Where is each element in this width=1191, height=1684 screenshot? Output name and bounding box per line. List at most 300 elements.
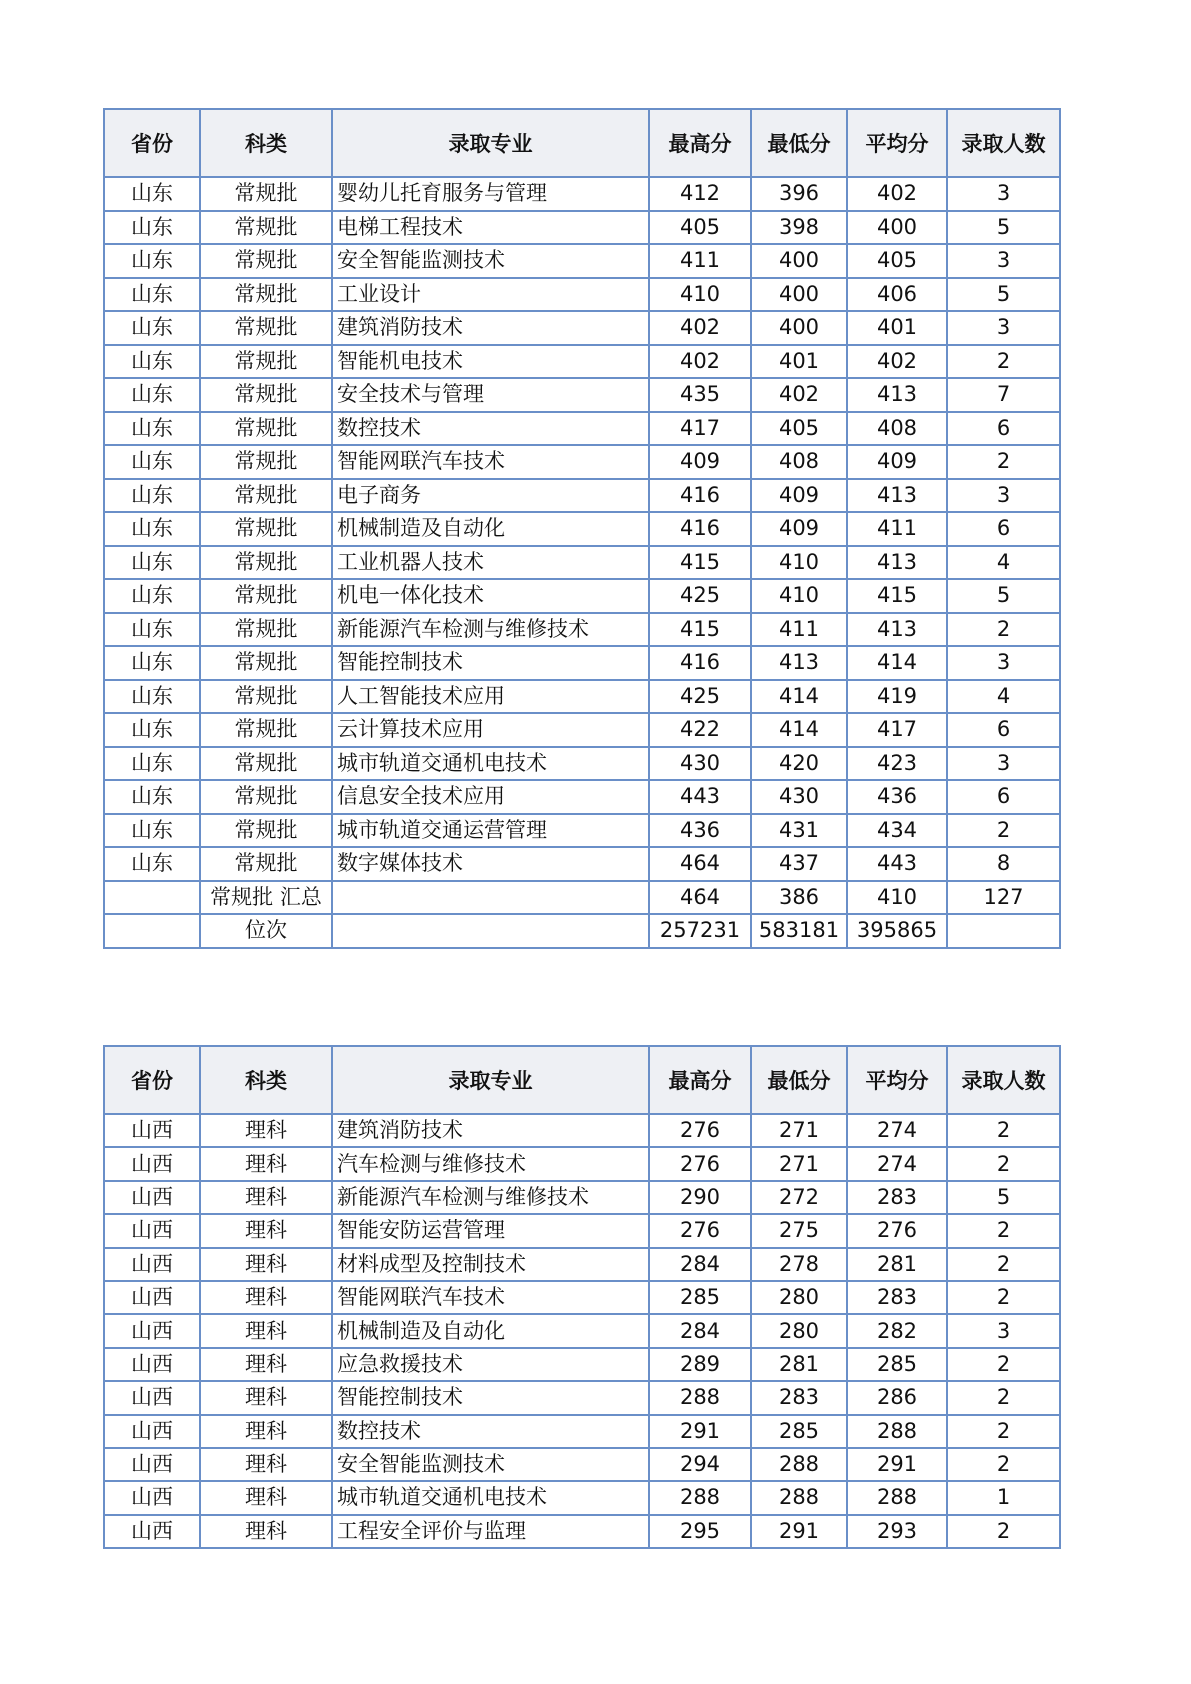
table-header bbox=[104, 1046, 1060, 1114]
cell-major: 新能源汽车检测与维修技术 bbox=[332, 613, 649, 647]
cell-category: 常规批 bbox=[200, 713, 332, 747]
cell-admit-count: 3 bbox=[947, 747, 1060, 781]
cell-major: 城市轨道交通机电技术 bbox=[332, 1481, 649, 1514]
cell-province: 山西 bbox=[104, 1314, 200, 1347]
cell-avg-score: 434 bbox=[847, 814, 947, 848]
cell-admit-count: 8 bbox=[947, 847, 1060, 881]
table-row bbox=[104, 713, 1060, 747]
table-row bbox=[104, 1214, 1060, 1247]
cell-admit-count: 3 bbox=[947, 177, 1060, 211]
header-max-score: 最高分 bbox=[649, 1046, 751, 1114]
cell-province: 山东 bbox=[104, 814, 200, 848]
cell-admit-count: 2 bbox=[947, 1381, 1060, 1414]
cell-admit-count: 3 bbox=[947, 479, 1060, 513]
cell-category: 理科 bbox=[200, 1481, 332, 1514]
cell-category: 理科 bbox=[200, 1415, 332, 1448]
cell-min-score: 291 bbox=[751, 1515, 847, 1548]
table-row bbox=[104, 479, 1060, 513]
cell-admit-count: 2 bbox=[947, 1281, 1060, 1314]
cell-max-score: 425 bbox=[649, 579, 751, 613]
cell-admit-count: 2 bbox=[947, 1348, 1060, 1381]
cell-category: 常规批 bbox=[200, 747, 332, 781]
cell-major: 机械制造及自动化 bbox=[332, 1314, 649, 1347]
cell-province: 山东 bbox=[104, 847, 200, 881]
table-row bbox=[104, 1114, 1060, 1147]
cell-major: 安全技术与管理 bbox=[332, 378, 649, 412]
cell-min-score: 386 bbox=[751, 881, 847, 915]
cell-min-score: 420 bbox=[751, 747, 847, 781]
header-category: 科类 bbox=[200, 109, 332, 177]
cell-admit-count: 2 bbox=[947, 1448, 1060, 1481]
table-row bbox=[104, 546, 1060, 580]
cell-min-score: 275 bbox=[751, 1214, 847, 1247]
cell-category: 常规批 bbox=[200, 177, 332, 211]
cell-admit-count: 2 bbox=[947, 1214, 1060, 1247]
cell-admit-count: 7 bbox=[947, 378, 1060, 412]
table-row bbox=[104, 1314, 1060, 1347]
cell-admit-count bbox=[947, 914, 1060, 948]
cell-min-score: 413 bbox=[751, 646, 847, 680]
cell-province: 山东 bbox=[104, 579, 200, 613]
cell-major: 智能控制技术 bbox=[332, 646, 649, 680]
cell-major: 电子商务 bbox=[332, 479, 649, 513]
cell-min-score: 396 bbox=[751, 177, 847, 211]
cell-admit-count: 3 bbox=[947, 1314, 1060, 1347]
cell-min-score: 408 bbox=[751, 445, 847, 479]
cell-major: 数字媒体技术 bbox=[332, 847, 649, 881]
cell-category: 常规批 bbox=[200, 345, 332, 379]
cell-category: 理科 bbox=[200, 1281, 332, 1314]
cell-max-score: 295 bbox=[649, 1515, 751, 1548]
cell-major bbox=[332, 914, 649, 948]
cell-province: 山西 bbox=[104, 1515, 200, 1548]
cell-avg-score: 274 bbox=[847, 1147, 947, 1180]
cell-avg-score: 419 bbox=[847, 680, 947, 714]
cell-province: 山东 bbox=[104, 311, 200, 345]
table-row bbox=[104, 1381, 1060, 1414]
cell-admit-count: 6 bbox=[947, 412, 1060, 446]
cell-max-score: 416 bbox=[649, 512, 751, 546]
cell-province: 山东 bbox=[104, 412, 200, 446]
table-row bbox=[104, 747, 1060, 781]
cell-province: 山西 bbox=[104, 1381, 200, 1414]
cell-category: 常规批 bbox=[200, 445, 332, 479]
cell-avg-score: 283 bbox=[847, 1281, 947, 1314]
cell-category: 常规批 bbox=[200, 378, 332, 412]
cell-max-score: 430 bbox=[649, 747, 751, 781]
cell-max-score: 276 bbox=[649, 1147, 751, 1180]
cell-province: 山东 bbox=[104, 211, 200, 245]
cell-min-score: 288 bbox=[751, 1481, 847, 1514]
table-row bbox=[104, 378, 1060, 412]
cell-admit-count: 2 bbox=[947, 814, 1060, 848]
table-row bbox=[104, 244, 1060, 278]
table-row bbox=[104, 1481, 1060, 1514]
cell-category: 理科 bbox=[200, 1114, 332, 1147]
cell-max-score: 416 bbox=[649, 646, 751, 680]
cell-min-score: 414 bbox=[751, 680, 847, 714]
cell-admit-count: 6 bbox=[947, 713, 1060, 747]
cell-min-score: 414 bbox=[751, 713, 847, 747]
cell-admit-count: 6 bbox=[947, 780, 1060, 814]
cell-province: 山东 bbox=[104, 345, 200, 379]
cell-min-score: 409 bbox=[751, 479, 847, 513]
table-body bbox=[104, 1114, 1060, 1548]
cell-avg-score: 413 bbox=[847, 546, 947, 580]
cell-province: 山东 bbox=[104, 512, 200, 546]
cell-category: 常规批 bbox=[200, 546, 332, 580]
cell-category: 常规批 bbox=[200, 311, 332, 345]
table-row bbox=[104, 345, 1060, 379]
cell-category: 理科 bbox=[200, 1515, 332, 1548]
cell-admit-count: 2 bbox=[947, 345, 1060, 379]
cell-category: 理科 bbox=[200, 1248, 332, 1281]
cell-min-score: 400 bbox=[751, 311, 847, 345]
cell-province: 山东 bbox=[104, 747, 200, 781]
cell-province: 山西 bbox=[104, 1114, 200, 1147]
cell-admit-count: 2 bbox=[947, 1114, 1060, 1147]
table-row bbox=[104, 613, 1060, 647]
cell-min-score: 410 bbox=[751, 579, 847, 613]
cell-avg-score: 291 bbox=[847, 1448, 947, 1481]
cell-avg-score: 401 bbox=[847, 311, 947, 345]
cell-max-score: 285 bbox=[649, 1281, 751, 1314]
cell-max-score: 276 bbox=[649, 1114, 751, 1147]
header-province: 省份 bbox=[104, 1046, 200, 1114]
cell-category: 常规批 汇总 bbox=[200, 881, 332, 915]
cell-major: 工业机器人技术 bbox=[332, 546, 649, 580]
cell-province: 山西 bbox=[104, 1214, 200, 1247]
cell-major: 新能源汽车检测与维修技术 bbox=[332, 1181, 649, 1214]
cell-province: 山东 bbox=[104, 646, 200, 680]
table-row bbox=[104, 646, 1060, 680]
cell-category: 理科 bbox=[200, 1214, 332, 1247]
cell-category: 常规批 bbox=[200, 244, 332, 278]
cell-min-score: 430 bbox=[751, 780, 847, 814]
cell-avg-score: 443 bbox=[847, 847, 947, 881]
cell-province: 山西 bbox=[104, 1281, 200, 1314]
cell-min-score: 280 bbox=[751, 1314, 847, 1347]
cell-major: 城市轨道交通运营管理 bbox=[332, 814, 649, 848]
cell-min-score: 583181 bbox=[751, 914, 847, 948]
cell-max-score: 415 bbox=[649, 613, 751, 647]
cell-admit-count: 3 bbox=[947, 311, 1060, 345]
cell-avg-score: 405 bbox=[847, 244, 947, 278]
cell-admit-count: 2 bbox=[947, 1248, 1060, 1281]
cell-admit-count: 3 bbox=[947, 646, 1060, 680]
cell-max-score: 288 bbox=[649, 1481, 751, 1514]
cell-avg-score: 413 bbox=[847, 613, 947, 647]
cell-category: 常规批 bbox=[200, 680, 332, 714]
cell-avg-score: 288 bbox=[847, 1481, 947, 1514]
cell-max-score: 412 bbox=[649, 177, 751, 211]
cell-max-score: 402 bbox=[649, 345, 751, 379]
cell-avg-score: 286 bbox=[847, 1381, 947, 1414]
cell-category: 理科 bbox=[200, 1181, 332, 1214]
cell-admit-count: 2 bbox=[947, 445, 1060, 479]
cell-category: 理科 bbox=[200, 1381, 332, 1414]
cell-max-score: 289 bbox=[649, 1348, 751, 1381]
cell-category: 位次 bbox=[200, 914, 332, 948]
cell-avg-score: 285 bbox=[847, 1348, 947, 1381]
cell-avg-score: 283 bbox=[847, 1181, 947, 1214]
cell-min-score: 271 bbox=[751, 1114, 847, 1147]
cell-max-score: 464 bbox=[649, 881, 751, 915]
table-row bbox=[104, 412, 1060, 446]
cell-major: 智能安防运营管理 bbox=[332, 1214, 649, 1247]
cell-max-score: 411 bbox=[649, 244, 751, 278]
cell-admit-count: 4 bbox=[947, 546, 1060, 580]
cell-category: 常规批 bbox=[200, 814, 332, 848]
cell-min-score: 278 bbox=[751, 1248, 847, 1281]
cell-major: 智能控制技术 bbox=[332, 1381, 649, 1414]
cell-admit-count: 5 bbox=[947, 278, 1060, 312]
cell-major: 城市轨道交通机电技术 bbox=[332, 747, 649, 781]
header-min-score: 最低分 bbox=[751, 109, 847, 177]
cell-major: 数控技术 bbox=[332, 412, 649, 446]
cell-major: 安全智能监测技术 bbox=[332, 244, 649, 278]
cell-admit-count: 127 bbox=[947, 881, 1060, 915]
cell-min-score: 401 bbox=[751, 345, 847, 379]
table-row bbox=[104, 1281, 1060, 1314]
cell-avg-score: 276 bbox=[847, 1214, 947, 1247]
cell-major: 应急救援技术 bbox=[332, 1348, 649, 1381]
cell-min-score: 405 bbox=[751, 412, 847, 446]
rank-row bbox=[104, 914, 1060, 948]
cell-max-score: 290 bbox=[649, 1181, 751, 1214]
cell-avg-score: 274 bbox=[847, 1114, 947, 1147]
cell-major: 工程安全评价与监理 bbox=[332, 1515, 649, 1548]
cell-major: 机电一体化技术 bbox=[332, 579, 649, 613]
cell-major: 汽车检测与维修技术 bbox=[332, 1147, 649, 1180]
table-row bbox=[104, 311, 1060, 345]
shanxi-admission-table bbox=[103, 1045, 1061, 1549]
table-row bbox=[104, 1515, 1060, 1548]
cell-category: 常规批 bbox=[200, 646, 332, 680]
cell-max-score: 415 bbox=[649, 546, 751, 580]
cell-avg-score: 400 bbox=[847, 211, 947, 245]
cell-province: 山西 bbox=[104, 1448, 200, 1481]
cell-province: 山西 bbox=[104, 1147, 200, 1180]
cell-admit-count: 2 bbox=[947, 1415, 1060, 1448]
cell-min-score: 402 bbox=[751, 378, 847, 412]
header-row bbox=[104, 109, 1060, 177]
cell-avg-score: 410 bbox=[847, 881, 947, 915]
header-admit-count: 录取人数 bbox=[947, 1046, 1060, 1114]
cell-category: 常规批 bbox=[200, 847, 332, 881]
summary-row bbox=[104, 881, 1060, 915]
cell-avg-score: 282 bbox=[847, 1314, 947, 1347]
header-max-score: 最高分 bbox=[649, 109, 751, 177]
cell-major: 机械制造及自动化 bbox=[332, 512, 649, 546]
cell-max-score: 443 bbox=[649, 780, 751, 814]
cell-max-score: 410 bbox=[649, 278, 751, 312]
cell-major: 人工智能技术应用 bbox=[332, 680, 649, 714]
cell-admit-count: 2 bbox=[947, 1515, 1060, 1548]
table-row bbox=[104, 211, 1060, 245]
cell-category: 理科 bbox=[200, 1448, 332, 1481]
cell-max-score: 284 bbox=[649, 1248, 751, 1281]
cell-province bbox=[104, 881, 200, 915]
cell-major: 信息安全技术应用 bbox=[332, 780, 649, 814]
header-avg-score: 平均分 bbox=[847, 1046, 947, 1114]
cell-province: 山东 bbox=[104, 445, 200, 479]
cell-major: 材料成型及控制技术 bbox=[332, 1248, 649, 1281]
cell-province: 山东 bbox=[104, 546, 200, 580]
cell-major: 智能网联汽车技术 bbox=[332, 1281, 649, 1314]
cell-province: 山东 bbox=[104, 680, 200, 714]
cell-max-score: 257231 bbox=[649, 914, 751, 948]
header-category: 科类 bbox=[200, 1046, 332, 1114]
cell-min-score: 285 bbox=[751, 1415, 847, 1448]
cell-min-score: 281 bbox=[751, 1348, 847, 1381]
cell-province: 山西 bbox=[104, 1181, 200, 1214]
cell-category: 理科 bbox=[200, 1348, 332, 1381]
table-row bbox=[104, 1415, 1060, 1448]
cell-avg-score: 288 bbox=[847, 1415, 947, 1448]
cell-max-score: 409 bbox=[649, 445, 751, 479]
header-admit-count: 录取人数 bbox=[947, 109, 1060, 177]
table-row bbox=[104, 1348, 1060, 1381]
cell-admit-count: 3 bbox=[947, 244, 1060, 278]
cell-major bbox=[332, 881, 649, 915]
cell-max-score: 416 bbox=[649, 479, 751, 513]
cell-category: 常规批 bbox=[200, 613, 332, 647]
table-row bbox=[104, 1248, 1060, 1281]
cell-min-score: 271 bbox=[751, 1147, 847, 1180]
cell-avg-score: 408 bbox=[847, 412, 947, 446]
table-row bbox=[104, 847, 1060, 881]
cell-avg-score: 409 bbox=[847, 445, 947, 479]
cell-max-score: 405 bbox=[649, 211, 751, 245]
cell-admit-count: 2 bbox=[947, 613, 1060, 647]
cell-avg-score: 436 bbox=[847, 780, 947, 814]
cell-avg-score: 395865 bbox=[847, 914, 947, 948]
cell-admit-count: 2 bbox=[947, 1147, 1060, 1180]
cell-avg-score: 411 bbox=[847, 512, 947, 546]
table-row bbox=[104, 1448, 1060, 1481]
cell-max-score: 402 bbox=[649, 311, 751, 345]
cell-avg-score: 413 bbox=[847, 378, 947, 412]
cell-category: 常规批 bbox=[200, 412, 332, 446]
cell-province: 山东 bbox=[104, 479, 200, 513]
table-row bbox=[104, 1181, 1060, 1214]
cell-admit-count: 4 bbox=[947, 680, 1060, 714]
cell-province: 山东 bbox=[104, 278, 200, 312]
cell-avg-score: 414 bbox=[847, 646, 947, 680]
table-row bbox=[104, 814, 1060, 848]
cell-province: 山西 bbox=[104, 1481, 200, 1514]
cell-max-score: 425 bbox=[649, 680, 751, 714]
header-row bbox=[104, 1046, 1060, 1114]
cell-category: 理科 bbox=[200, 1147, 332, 1180]
cell-province: 山东 bbox=[104, 613, 200, 647]
cell-max-score: 464 bbox=[649, 847, 751, 881]
table-body bbox=[104, 177, 1060, 948]
cell-category: 常规批 bbox=[200, 211, 332, 245]
header-avg-score: 平均分 bbox=[847, 109, 947, 177]
cell-province: 山西 bbox=[104, 1348, 200, 1381]
cell-min-score: 398 bbox=[751, 211, 847, 245]
cell-category: 常规批 bbox=[200, 512, 332, 546]
cell-max-score: 276 bbox=[649, 1214, 751, 1247]
cell-min-score: 431 bbox=[751, 814, 847, 848]
cell-min-score: 411 bbox=[751, 613, 847, 647]
cell-min-score: 400 bbox=[751, 278, 847, 312]
cell-province: 山东 bbox=[104, 713, 200, 747]
table-row bbox=[104, 177, 1060, 211]
cell-min-score: 280 bbox=[751, 1281, 847, 1314]
cell-max-score: 435 bbox=[649, 378, 751, 412]
cell-max-score: 422 bbox=[649, 713, 751, 747]
cell-min-score: 410 bbox=[751, 546, 847, 580]
cell-min-score: 400 bbox=[751, 244, 847, 278]
cell-major: 电梯工程技术 bbox=[332, 211, 649, 245]
cell-admit-count: 1 bbox=[947, 1481, 1060, 1514]
table-row bbox=[104, 1147, 1060, 1180]
header-major: 录取专业 bbox=[332, 1046, 649, 1114]
cell-major: 云计算技术应用 bbox=[332, 713, 649, 747]
cell-province: 山东 bbox=[104, 244, 200, 278]
cell-max-score: 417 bbox=[649, 412, 751, 446]
cell-category: 理科 bbox=[200, 1314, 332, 1347]
cell-max-score: 288 bbox=[649, 1381, 751, 1414]
cell-province: 山西 bbox=[104, 1248, 200, 1281]
header-major: 录取专业 bbox=[332, 109, 649, 177]
cell-avg-score: 415 bbox=[847, 579, 947, 613]
cell-min-score: 283 bbox=[751, 1381, 847, 1414]
cell-category: 常规批 bbox=[200, 579, 332, 613]
cell-category: 常规批 bbox=[200, 278, 332, 312]
cell-province: 山西 bbox=[104, 1415, 200, 1448]
cell-admit-count: 6 bbox=[947, 512, 1060, 546]
cell-avg-score: 402 bbox=[847, 345, 947, 379]
header-min-score: 最低分 bbox=[751, 1046, 847, 1114]
cell-min-score: 437 bbox=[751, 847, 847, 881]
cell-admit-count: 5 bbox=[947, 1181, 1060, 1214]
table-row bbox=[104, 579, 1060, 613]
header-province: 省份 bbox=[104, 109, 200, 177]
cell-major: 智能机电技术 bbox=[332, 345, 649, 379]
cell-major: 智能网联汽车技术 bbox=[332, 445, 649, 479]
cell-avg-score: 402 bbox=[847, 177, 947, 211]
table-row bbox=[104, 278, 1060, 312]
table-row bbox=[104, 512, 1060, 546]
shandong-admission-table bbox=[103, 108, 1061, 949]
cell-major: 建筑消防技术 bbox=[332, 1114, 649, 1147]
cell-avg-score: 413 bbox=[847, 479, 947, 513]
cell-max-score: 436 bbox=[649, 814, 751, 848]
cell-category: 常规批 bbox=[200, 479, 332, 513]
cell-avg-score: 281 bbox=[847, 1248, 947, 1281]
table-row bbox=[104, 680, 1060, 714]
cell-avg-score: 417 bbox=[847, 713, 947, 747]
cell-admit-count: 5 bbox=[947, 211, 1060, 245]
cell-min-score: 409 bbox=[751, 512, 847, 546]
cell-min-score: 288 bbox=[751, 1448, 847, 1481]
cell-province bbox=[104, 914, 200, 948]
cell-avg-score: 293 bbox=[847, 1515, 947, 1548]
cell-major: 数控技术 bbox=[332, 1415, 649, 1448]
cell-major: 建筑消防技术 bbox=[332, 311, 649, 345]
table-row bbox=[104, 780, 1060, 814]
cell-major: 工业设计 bbox=[332, 278, 649, 312]
table-header bbox=[104, 109, 1060, 177]
cell-admit-count: 5 bbox=[947, 579, 1060, 613]
cell-category: 常规批 bbox=[200, 780, 332, 814]
table-row bbox=[104, 445, 1060, 479]
cell-max-score: 291 bbox=[649, 1415, 751, 1448]
